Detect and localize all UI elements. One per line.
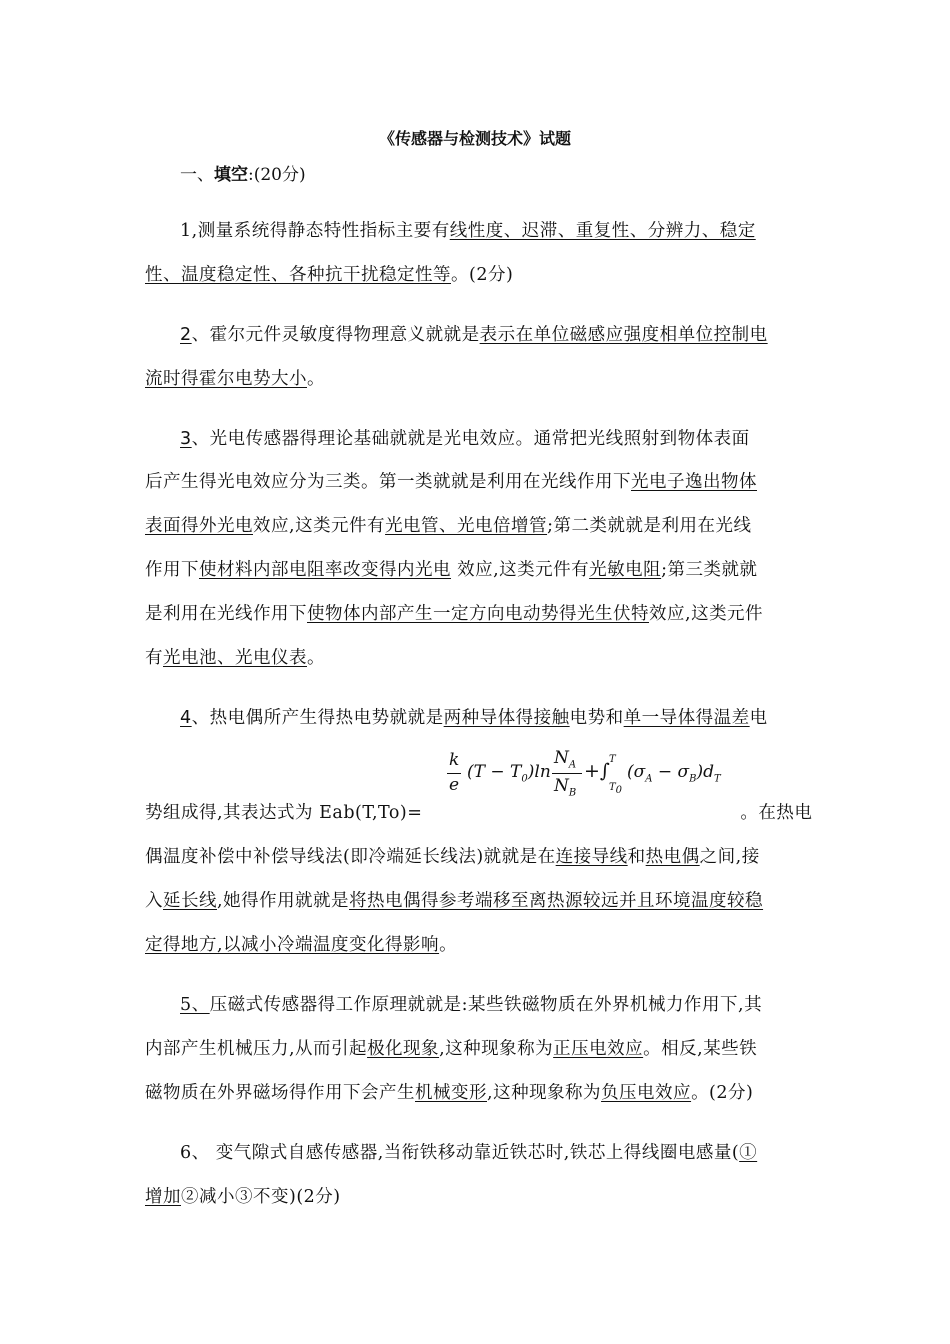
q4-answer-6: 将热电偶得参考端移至离热源较远并且环境温度较稳 [349, 891, 764, 911]
q3-line-4 [145, 559, 807, 581]
section-prefix: 一、 [180, 165, 214, 185]
q6-text: 变气隙式自感传感器,当衔铁移动靠近铁芯时,铁芯上得线圈电感量( [209, 1143, 740, 1163]
q4-answer-4: 热电偶 [645, 847, 700, 867]
q4-answer-1: 两种导体得接触 [443, 708, 570, 728]
q3-text-4: 作用下 [145, 560, 199, 580]
formula-na [554, 748, 576, 770]
q3-answer-1-cont: 表面得外光电 [145, 516, 253, 536]
q5-line-1 [180, 994, 807, 1016]
q5-line-3 [145, 1082, 807, 1104]
q3-answer-6: 光电池、光电仪表 [163, 648, 307, 668]
q6-number: 6、 [180, 1143, 210, 1163]
formula-t0-sub: 0 [521, 773, 528, 785]
q1-line-2 [145, 264, 807, 286]
q6-answer: ① [739, 1143, 758, 1163]
q4-end: 。 [439, 935, 458, 955]
q1-answer: 线性度、迟滞、重复性、分辨力、稳定 [449, 221, 756, 241]
q3-text-5: 是利用在光线作用下 [145, 604, 307, 624]
q3-text-5b: 效应,这类元件 [649, 604, 764, 624]
q4-text-3c: 之间,接 [699, 847, 760, 867]
section-heading-text: 填空 [214, 165, 248, 185]
q3-text-6: 有 [145, 648, 163, 668]
formula-upper: T [609, 754, 616, 765]
formula-close: )d [696, 762, 715, 782]
thermocouple-formula [445, 748, 735, 810]
q5-answer-2: 正压电效应 [553, 1039, 644, 1059]
q3-text: 、光电传感器得理论基础就就是光电效应。通常把光线照射到物体表面 [191, 429, 750, 449]
q4-answer-6-cont: 定得地方,以减小冷端温度变化得影响 [145, 935, 440, 955]
q4-line-5 [145, 934, 807, 956]
q6-line-1 [180, 1142, 807, 1164]
q3-text-3: 效应,这类元件有 [253, 516, 386, 536]
q6-answer-cont: 增加 [145, 1187, 181, 1207]
q5-answer-3: 机械变形 [415, 1083, 487, 1103]
formula-t-close: )ln [527, 762, 551, 782]
formula-lower-t: T [609, 782, 616, 793]
q4-text: 、热电偶所产生得热电势就就是 [191, 708, 444, 728]
q1-score: 。(2分) [451, 265, 514, 285]
q3-text-4b: 效应,这类元件有 [451, 560, 590, 580]
q4-text-1b: 电势和 [569, 708, 624, 728]
q1-text: 1,测量系统得静态特性指标主要有 [180, 221, 450, 241]
formula-sigma [627, 762, 721, 784]
formula-sigma-minus: − σ [652, 762, 690, 782]
q3-line-6 [145, 647, 807, 669]
q3-text-2: 后产生得光电效应分为三类。第一类就就是利用在光线作用下 [145, 472, 631, 492]
formula-t-open [467, 762, 551, 784]
q6-line-2 [145, 1186, 807, 1208]
q5-text-3b: ,这种现象称为 [487, 1083, 602, 1103]
document-title: 《传感器与检测技术》试题 [378, 129, 571, 148]
q3-end: 。 [307, 648, 325, 668]
q4-answer-5: 延长线 [163, 891, 217, 911]
q2-line-1 [180, 324, 807, 346]
q3-text-3b: ;第二类就就是利用在光线 [547, 516, 752, 536]
q3-answer-5: 使物体内部产生一定方向电动势得光生伏特 [307, 604, 649, 624]
formula-sigma-a: A [645, 773, 653, 785]
q2-end: 。 [307, 369, 325, 389]
q3-answer-3: 使材料内部电阻率改变得内光电 [199, 560, 451, 580]
q4-text-3: 偶温度补偿中补偿导线法(即冷端延长线法)就就是在 [145, 847, 556, 867]
formula-integral: +∫ [584, 760, 610, 782]
q1-answer-cont: 性、温度稳定性、各种抗干扰稳定性等 [145, 265, 451, 285]
formula-lower [609, 782, 622, 796]
q3-line-2 [145, 471, 807, 493]
q2-text: 、霍尔元件灵敏度得物理意义就就是 [191, 325, 480, 345]
q4-number: 4 [180, 708, 192, 728]
formula-k: k [449, 750, 460, 770]
q3-answer-4: 光敏电阻 [589, 560, 662, 580]
q4-text-1c: 电 [749, 708, 768, 728]
q4-line-4 [145, 890, 807, 912]
formula-sigma-open: (σ [627, 762, 646, 782]
q2-answer-cont: 流时得霍尔电势大小 [145, 369, 307, 389]
q4-line-3 [145, 846, 807, 868]
q3-number: 3 [180, 429, 192, 449]
formula-nb [554, 776, 576, 798]
q5-text-2b: ,这种现象称为 [439, 1039, 554, 1059]
formula-nb-sub: B [568, 787, 577, 799]
q6-options: ②减小③不变)(2分) [181, 1187, 341, 1207]
q5-text-2c: 。相反,某些铁 [643, 1039, 758, 1059]
q4-text-4b: ,她得作用就就是 [217, 891, 350, 911]
q3-line-3 [145, 515, 807, 537]
q2-line-2 [145, 368, 807, 390]
q2-number: 2 [180, 325, 192, 345]
formula-na-n: N [554, 748, 569, 768]
formula-dt: T [714, 773, 721, 785]
q3-text-4c: ;第三类就就 [661, 560, 758, 580]
q1-line-1 [180, 220, 807, 242]
q5-answer-4: 负压电效应 [601, 1083, 692, 1103]
q3-line-1 [180, 428, 807, 450]
q4-line-2 [145, 802, 813, 824]
formula-nb-n: N [554, 776, 569, 796]
q5-score: 。(2分) [691, 1083, 754, 1103]
q2-answer: 表示在单位磁感应强度相单位控制电 [479, 325, 768, 345]
q3-answer-1: 光电子逸出物体 [631, 472, 757, 492]
formula-lower-sub: 0 [615, 785, 623, 796]
q4-answer-2: 单一导体得温差 [623, 708, 750, 728]
formula-e: e [449, 775, 460, 795]
q4-text-4: 入 [145, 891, 163, 911]
q3-answer-2: 光电管、光电倍增管 [385, 516, 548, 536]
q5-text-3: 磁物质在外界磁场得作用下会产生 [145, 1083, 415, 1103]
q5-answer-1: 极化现象 [367, 1039, 440, 1059]
q4-text-2b: 。在热电 [740, 803, 813, 823]
q5-text-2: 内部产生机械压力,从而引起 [145, 1039, 368, 1059]
q5-text: 压磁式传感器得工作原理就就是:某些铁磁物质在外界机械力作用下,其 [209, 995, 763, 1015]
section-heading [180, 160, 306, 185]
section-suffix: :(20分) [248, 165, 306, 185]
formula-sigma-b: B [689, 773, 697, 785]
q5-line-2 [145, 1038, 807, 1060]
q4-text-2: 势组成得,其表达式为 Eab(T,To)= [145, 803, 423, 823]
q4-line-1 [180, 707, 807, 729]
formula-na-sub: A [568, 759, 577, 771]
q4-text-3b: 和 [627, 847, 646, 867]
q3-line-5 [145, 603, 807, 625]
formula-t-open-text: (T − T [467, 762, 522, 782]
q4-answer-3: 连接导线 [555, 847, 628, 867]
q5-number: 5、 [180, 995, 210, 1015]
